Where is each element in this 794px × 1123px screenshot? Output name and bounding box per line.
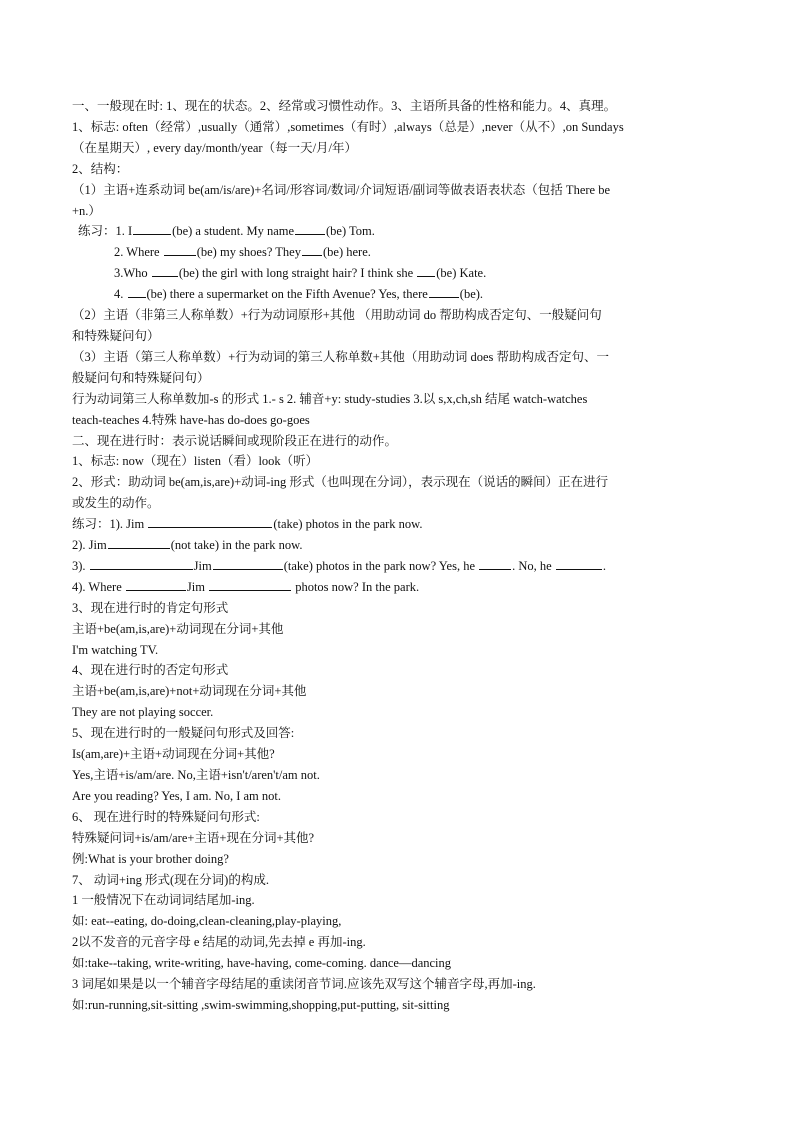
answer-blank[interactable] bbox=[152, 264, 178, 277]
exercise-2: 2. Where (be) my shoes? They (be) here. bbox=[114, 245, 371, 260]
rule-1-line-1: （1）主语+连系动词 be(am/is/are)+名词/形容词/数词/介词短语/副词等做表语表状态（包括 There be bbox=[72, 182, 610, 197]
ing-rule-1: 1 一般情况下在动词词结尾加-ing. bbox=[72, 893, 255, 908]
ing-rule-3: 3 词尾如果是以一个辅音字母结尾的重读闭音节词.应该先双写这个辅音字母,再加-ing. bbox=[72, 977, 536, 992]
formula-wh-question: 特殊疑问词+is/am/are+主语+现在分词+其他? bbox=[72, 830, 315, 845]
document-body bbox=[72, 96, 677, 1016]
answer-blank[interactable] bbox=[108, 536, 170, 549]
ing-rule-1-examples: 如: eat--eating, do-doing,clean-cleaning,play-playing, bbox=[72, 914, 342, 929]
answers-yes-no-question: Yes,主语+is/am/are. No,主语+isn't/aren't/am not. bbox=[72, 768, 320, 782]
answer-blank[interactable] bbox=[429, 285, 459, 298]
practice-4: 4). Where Jim photos now? In the park. bbox=[72, 579, 420, 594]
markers-line-1: 1、标志: often（经常）,usually（通常）,sometimes（有时）,always（总是）,never（从不）,on Sundays bbox=[72, 119, 624, 134]
answer-blank[interactable] bbox=[148, 515, 272, 528]
ing-rule-2: 2以不发音的元音字母 e 结尾的动词,先去掉 e 再加-ing. bbox=[72, 935, 366, 950]
heading-yes-no-question: 5、现在进行时的一般疑问句形式及回答: bbox=[72, 726, 295, 741]
answer-blank[interactable] bbox=[133, 222, 171, 235]
formula-negative: 主语+be(am,is,are)+not+动词现在分词+其他 bbox=[72, 684, 307, 699]
formula-affirmative: 主语+be(am,is,are)+动词现在分词+其他 bbox=[72, 621, 284, 636]
example-yes-no-question: Are you reading? Yes, I am. No, I am not. bbox=[72, 788, 281, 803]
heading-affirmative: 3、现在进行时的肯定句形式 bbox=[72, 600, 229, 615]
answer-blank[interactable] bbox=[209, 578, 291, 591]
practice-1: 练习：1). Jim (take) photos in the park now. bbox=[72, 517, 423, 532]
answer-blank[interactable] bbox=[90, 557, 193, 570]
rule-3-line-1: （3）主语（第三人称单数）+行为动词的第三人称单数+其他（用助动词 does 帮助构成否定句、一 bbox=[72, 349, 610, 364]
example-negative: They are not playing soccer. bbox=[72, 705, 214, 720]
rule-2-line-2: 和特殊疑问句） bbox=[72, 328, 160, 343]
markers-line-2: （在星期天）, every day/month/year（每一天/月/年） bbox=[72, 140, 358, 155]
heading-wh-question: 6、 现在进行时的特殊疑问句形式: bbox=[72, 809, 260, 824]
rule-1-line-2: +n.） bbox=[72, 203, 101, 218]
exercise-3: 3.Who (be) the girl with long straight hair? I think she (be) Kate. bbox=[114, 266, 487, 281]
rule-3-line-2: 般疑问句和特殊疑问句） bbox=[72, 370, 210, 385]
rule-2-line-1: （2）主语（非第三人称单数）+行为动词原形+其他 （用助动词 do 帮助构成否定句、一般疑问句 bbox=[72, 308, 602, 323]
heading-ing-form: 7、 动词+ing 形式(现在分词)的构成. bbox=[72, 872, 269, 887]
practice-3: 3). Jim (take) photos in the park now? Yes, he . No, he . bbox=[72, 558, 606, 573]
answer-blank[interactable] bbox=[295, 222, 325, 235]
answer-blank[interactable] bbox=[302, 243, 322, 256]
progressive-form-line-1: 2、形式：助动词 be(am,is,are)+动词-ing 形式（也叫现在分词），表示现在（说话的瞬间）正在进行 bbox=[72, 475, 609, 490]
practice-2: 2). Jim (not take) in the park now. bbox=[72, 538, 303, 553]
answer-blank[interactable] bbox=[126, 578, 186, 591]
third-person-rule-line-1: 行为动词第三人称单数加-s 的形式 1.- s 2. 辅音+y: study-studies 3.以 s,x,ch,sh 结尾 watch-watches bbox=[72, 391, 588, 406]
exercise-4: 4. (be) there a supermarket on the Fifth Avenue? Yes, there (be). bbox=[114, 287, 484, 302]
structure-heading: 2、结构： bbox=[72, 161, 129, 176]
example-wh-question: 例:What is your brother doing? bbox=[72, 851, 229, 866]
third-person-rule-line-2: teach-teaches 4.特殊 have-has do-does go-goes bbox=[72, 412, 310, 427]
progressive-form-line-2: 或发生的动作。 bbox=[72, 496, 160, 511]
ing-rule-3-examples: 如:run-running,sit-sitting ,swim-swimming,shopping,put-putting, sit-sitting bbox=[72, 997, 450, 1012]
answer-blank[interactable] bbox=[479, 557, 511, 570]
example-affirmative: I'm watching TV. bbox=[72, 642, 159, 657]
section-1-title: 一、一般现在时: 1、现在的状态。2、经常或习惯性动作。3、主语所具备的性格和能力。4、真理。 bbox=[72, 99, 617, 113]
answer-blank[interactable] bbox=[417, 264, 435, 277]
answer-blank[interactable] bbox=[556, 557, 602, 570]
formula-yes-no-question: Is(am,are)+主语+动词现在分词+其他? bbox=[72, 747, 275, 762]
exercise-1: 练习：1. I (be) a student. My name (be) Tom. bbox=[78, 224, 375, 239]
answer-blank[interactable] bbox=[164, 243, 196, 256]
heading-negative: 4、现在进行时的否定句形式 bbox=[72, 663, 229, 678]
progressive-markers: 1、标志: now（现在）listen（看）look（听） bbox=[72, 454, 319, 469]
answer-blank[interactable] bbox=[213, 557, 283, 570]
section-2-title: 二、现在进行时：表示说话瞬间或现阶段正在进行的动作。 bbox=[72, 433, 398, 448]
answer-blank[interactable] bbox=[128, 285, 146, 298]
ing-rule-2-examples: 如:take--taking, write-writing, have-having, come-coming. dance—dancing bbox=[72, 956, 452, 971]
